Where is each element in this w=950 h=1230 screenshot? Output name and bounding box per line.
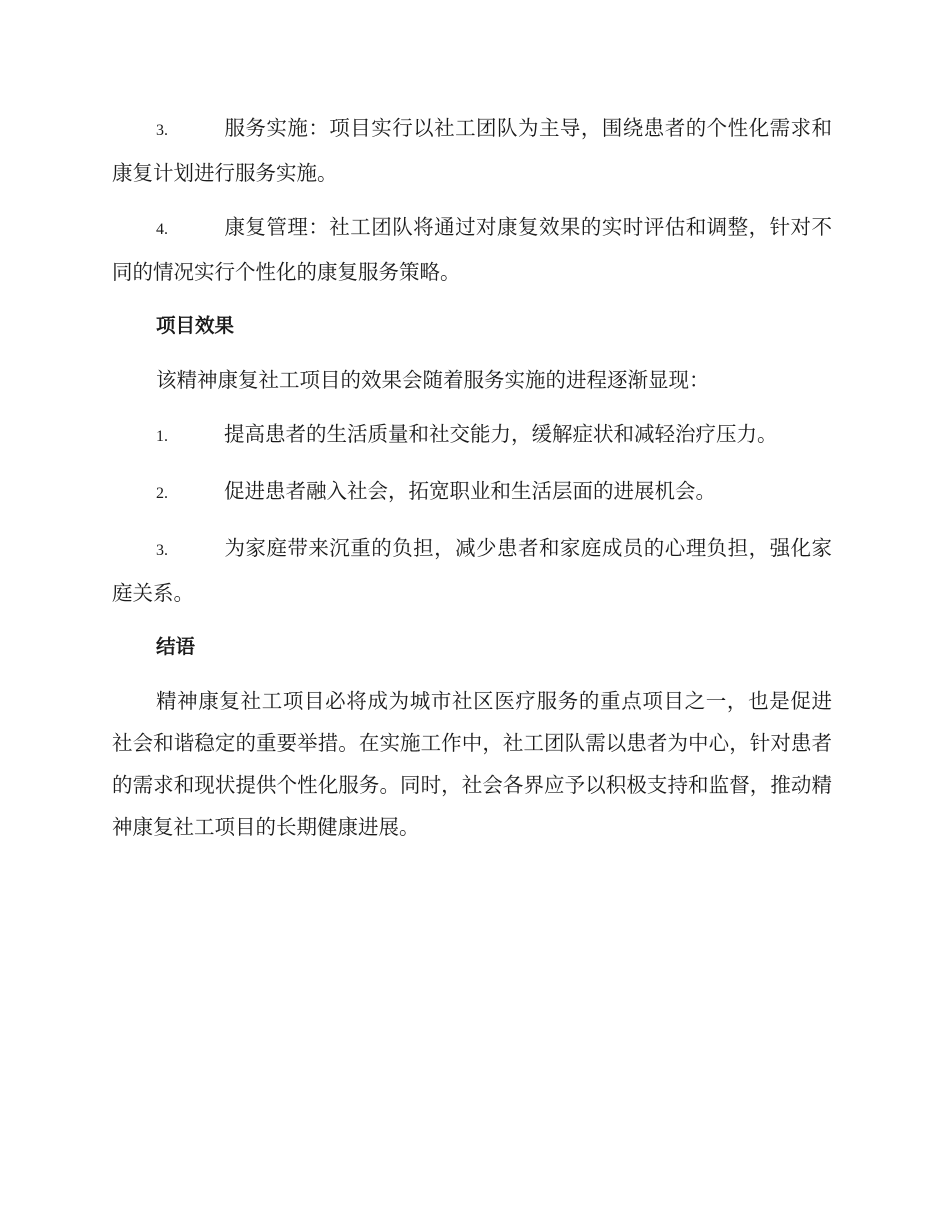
list-number: 1. <box>156 428 168 445</box>
list-number: 3. <box>156 122 168 139</box>
list-text: 为家庭带来沉重的负担，减少患者和家庭成员的心理负担，强化家庭关系。 <box>112 536 832 605</box>
conclusion-paragraph: 精神康复社工项目必将成为城市社区医疗服务的重点项目之一，也是促进社会和谐稳定的重要举措。在实施工作中，社工团队需以患者为中心，针对患者的需求和现状提供个性化服务。同时，社会各界应予以积极支持和监督，推动精神康复社工项目的长期健康进展。 <box>112 689 832 839</box>
list-item-effect-3 <box>112 527 832 614</box>
document-content <box>112 107 832 860</box>
section-intro-paragraph: 该精神康复社工项目的效果会随着服务实施的进程逐渐显现： <box>156 368 710 392</box>
list-text: 促进患者融入社会，拓宽职业和生活层面的进展机会。 <box>224 479 716 503</box>
list-number: 2. <box>156 485 168 502</box>
list-text: 提高患者的生活质量和社交能力，缓解症状和减轻治疗压力。 <box>224 422 778 446</box>
list-item-effect-2 <box>112 470 832 515</box>
list-item-rehab-management <box>112 206 832 293</box>
list-number: 3. <box>156 542 168 559</box>
list-item-effect-1 <box>112 413 832 458</box>
list-number: 4. <box>156 221 168 238</box>
list-item-service-implementation <box>112 107 832 194</box>
section-heading-project-effect: 项目效果 <box>156 314 235 337</box>
list-text: 服务实施：项目实行以社工团队为主导，围绕患者的个性化需求和康复计划进行服务实施。 <box>112 116 832 185</box>
list-text: 康复管理：社工团队将通过对康复效果的实时评估和调整，针对不同的情况实行个性化的康复服务策略。 <box>112 215 832 284</box>
section-heading-conclusion: 结语 <box>156 635 196 658</box>
